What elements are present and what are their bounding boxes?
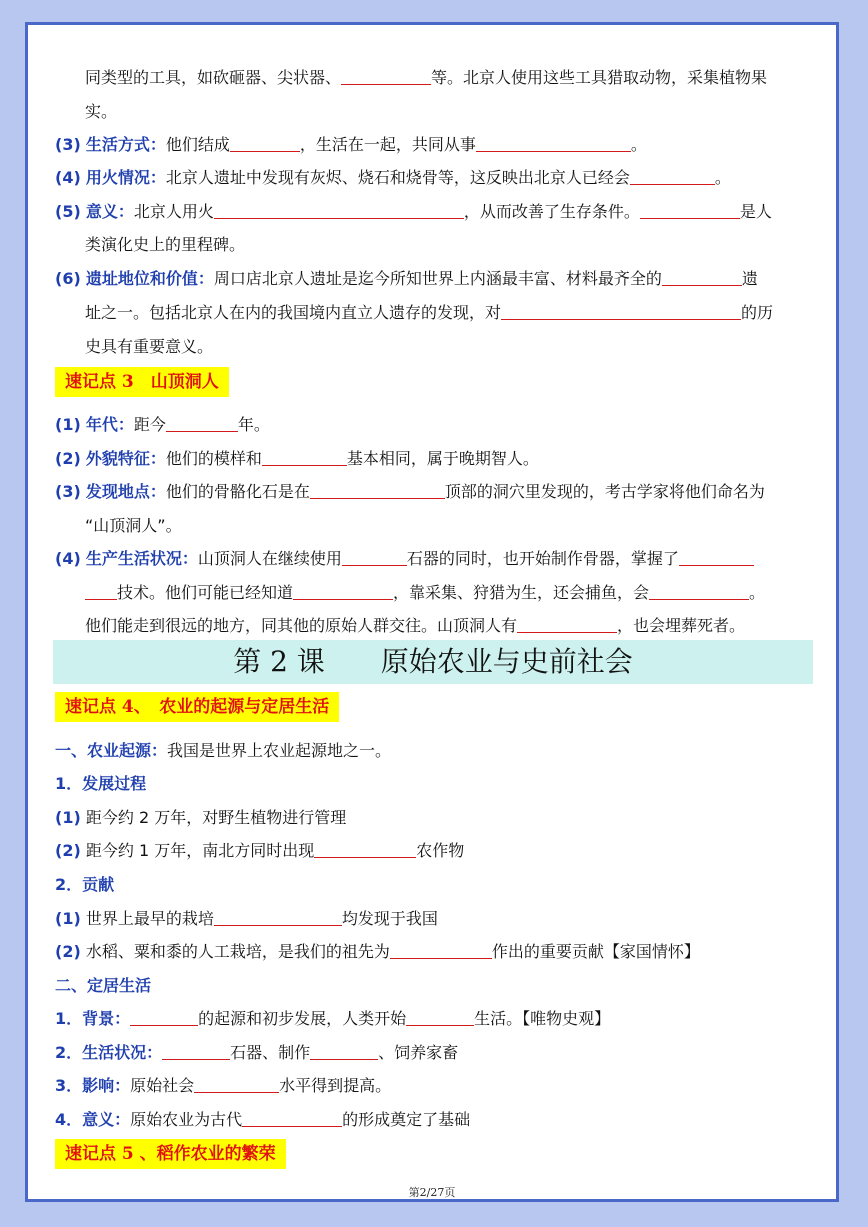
item-label: 3．影响：	[55, 1076, 131, 1095]
text: 距今约 2 万年，对野生植物进行管理	[85, 808, 347, 827]
blank-line	[214, 909, 342, 926]
blank-line	[342, 549, 407, 566]
text: 顶部的洞穴里发现的，考古学家将他们命名为	[444, 482, 765, 501]
text: 遗	[741, 269, 758, 288]
text-line	[85, 303, 773, 323]
item-number: (6)	[55, 269, 81, 288]
text: 等。北京人使用这些工具猎取动物，采集植物果	[431, 68, 768, 87]
blank-line	[314, 841, 416, 858]
item-line	[55, 1009, 610, 1029]
heading-label: 一、农业起源：	[55, 741, 168, 760]
item-number: (2)	[55, 449, 81, 468]
text-line	[85, 516, 182, 536]
text-line	[85, 102, 117, 122]
blank-line	[649, 583, 749, 600]
item-label: 遗址地位和价值：	[85, 269, 214, 288]
blank-line	[162, 1043, 230, 1060]
item-line	[55, 449, 539, 469]
item-line	[55, 415, 270, 435]
item-line	[55, 168, 731, 188]
text: 他们结成	[165, 135, 230, 154]
text: 技术。他们可能已经知道	[117, 583, 294, 602]
section-tag: 速记点 4、 农业的起源与定居生活	[55, 692, 339, 722]
heading-line	[55, 875, 114, 895]
text: ，生活在一起，共同从事	[299, 135, 476, 154]
heading-line	[55, 741, 391, 761]
item-line	[55, 482, 765, 502]
document-page	[25, 22, 839, 1202]
section-tag: 速记点 3 山顶洞人	[55, 367, 229, 397]
item-number: (3)	[55, 482, 81, 501]
item-label: 2．生活状况：	[55, 1043, 163, 1062]
text: 均发现于我国	[341, 909, 438, 928]
blank-line	[262, 449, 347, 466]
item-number: (5)	[55, 202, 81, 221]
text: 他们能走到很远的地方，同其他的原始人群交往。山顶洞人有	[85, 616, 518, 635]
item-line	[55, 549, 754, 569]
text: 生活。【唯物史观】	[474, 1009, 611, 1028]
text: 水平得到提高。	[279, 1076, 392, 1095]
text: 的历	[741, 303, 774, 322]
item-label: 1．背景：	[55, 1009, 131, 1028]
text: 我国是世界上农业起源地之一。	[167, 741, 392, 760]
blank-line	[662, 269, 742, 286]
text: ，从而改善了生存条件。	[463, 202, 640, 221]
item-line	[55, 942, 700, 962]
blank-line	[390, 942, 492, 959]
text: 。	[714, 168, 731, 187]
text: 周口店北京人遗址是迄今所知世界上内涵最丰富、材料最齐全的	[213, 269, 662, 288]
item-number: (3)	[55, 135, 81, 154]
heading-line	[55, 976, 151, 996]
text: 原始农业为古代	[130, 1110, 243, 1129]
text: 世界上最早的栽培	[85, 909, 214, 928]
item-number: (1)	[55, 909, 81, 928]
item-label: 发现地点：	[85, 482, 166, 501]
text: 同类型的工具，如砍砸器、尖状器、	[85, 68, 342, 87]
blank-line	[85, 583, 117, 600]
item-label: 年代：	[85, 415, 134, 434]
item-line	[55, 135, 647, 155]
text: 距今约 1 万年，南北方同时出现	[85, 841, 315, 860]
blank-line	[293, 583, 393, 600]
item-number: (4)	[55, 549, 81, 568]
text: 实。	[85, 102, 118, 121]
item-number: (2)	[55, 841, 81, 860]
text: ，也会埋葬死者。	[617, 616, 746, 635]
blank-line	[476, 135, 631, 152]
item-line	[55, 1043, 458, 1063]
text: 农作物	[416, 841, 465, 860]
blank-line	[214, 202, 464, 219]
lesson-title: 第 2 课 原始农业与史前社会	[53, 640, 813, 684]
page-number: 第2/27页	[408, 1186, 456, 1199]
text: 作出的重要贡献【家国情怀】	[491, 942, 700, 961]
heading-label: 二、定居生活	[55, 976, 152, 995]
blank-line	[501, 303, 741, 320]
text-line	[85, 616, 745, 636]
item-line	[55, 1076, 391, 1096]
blank-line	[679, 549, 754, 566]
text: 原始社会	[130, 1076, 195, 1095]
text: “山顶洞人”。	[85, 516, 182, 535]
text: 距今	[133, 415, 166, 434]
text: 石器的同时，也开始制作骨器，掌握了	[406, 549, 679, 568]
text: 的形成奠定了基础	[342, 1110, 471, 1129]
item-number: (2)	[55, 942, 81, 961]
heading-label: 2．贡献	[55, 875, 115, 894]
item-number: (4)	[55, 168, 81, 187]
heading-label: 1．发展过程	[55, 774, 147, 793]
item-line	[55, 1110, 470, 1130]
blank-line	[517, 616, 617, 633]
blank-line	[242, 1110, 342, 1127]
item-label: 用火情况：	[85, 168, 166, 187]
text: 水稻、粟和黍的人工栽培，是我们的祖先为	[85, 942, 390, 961]
text: 他们的骨骼化石是在	[165, 482, 310, 501]
text: 史具有重要意义。	[85, 337, 214, 356]
item-line	[55, 269, 758, 289]
text: 山顶洞人在继续使用	[197, 549, 342, 568]
blank-line	[630, 168, 715, 185]
text: ，靠采集、狩猎为生，还会捕鱼，会	[393, 583, 650, 602]
item-number: (1)	[55, 415, 81, 434]
text: 他们的模样和	[165, 449, 262, 468]
text-line	[85, 583, 765, 603]
text: 。	[749, 583, 766, 602]
blank-line	[406, 1009, 474, 1026]
blank-line	[341, 68, 431, 85]
text: 年。	[237, 415, 270, 434]
blank-line	[310, 1043, 378, 1060]
item-line	[55, 202, 772, 222]
item-line	[55, 909, 438, 929]
text: 。	[630, 135, 647, 154]
item-label: 4．意义：	[55, 1110, 131, 1129]
item-label: 意义：	[85, 202, 134, 221]
blank-line	[640, 202, 740, 219]
blank-line	[130, 1009, 198, 1026]
blank-line	[230, 135, 300, 152]
text: 北京人遗址中发现有灰烬、烧石和烧骨等，这反映出北京人已经会	[165, 168, 630, 187]
text: 的起源和初步发展，人类开始	[198, 1009, 407, 1028]
blank-line	[166, 415, 238, 432]
item-number: (1)	[55, 808, 81, 827]
text: 类演化史上的里程碑。	[85, 235, 246, 254]
blank-line	[310, 482, 445, 499]
item-line	[55, 841, 464, 861]
text-line	[85, 337, 213, 357]
text-line	[85, 68, 767, 88]
text: 、饲养家畜	[378, 1043, 459, 1062]
text: 是人	[739, 202, 772, 221]
text: 址之一。包括北京人在内的我国境内直立人遗存的发现，对	[85, 303, 502, 322]
item-label: 生活方式：	[85, 135, 166, 154]
item-label: 生产生活状况：	[85, 549, 198, 568]
heading-line	[55, 774, 146, 794]
item-line	[55, 808, 346, 828]
text: 石器、制作	[230, 1043, 311, 1062]
text: 北京人用火	[133, 202, 214, 221]
item-label: 外貌特征：	[85, 449, 166, 468]
text: 基本相同，属于晚期智人。	[346, 449, 539, 468]
blank-line	[194, 1076, 279, 1093]
text-line	[85, 235, 245, 255]
section-tag: 速记点 5 、稻作农业的繁荣	[55, 1139, 286, 1169]
